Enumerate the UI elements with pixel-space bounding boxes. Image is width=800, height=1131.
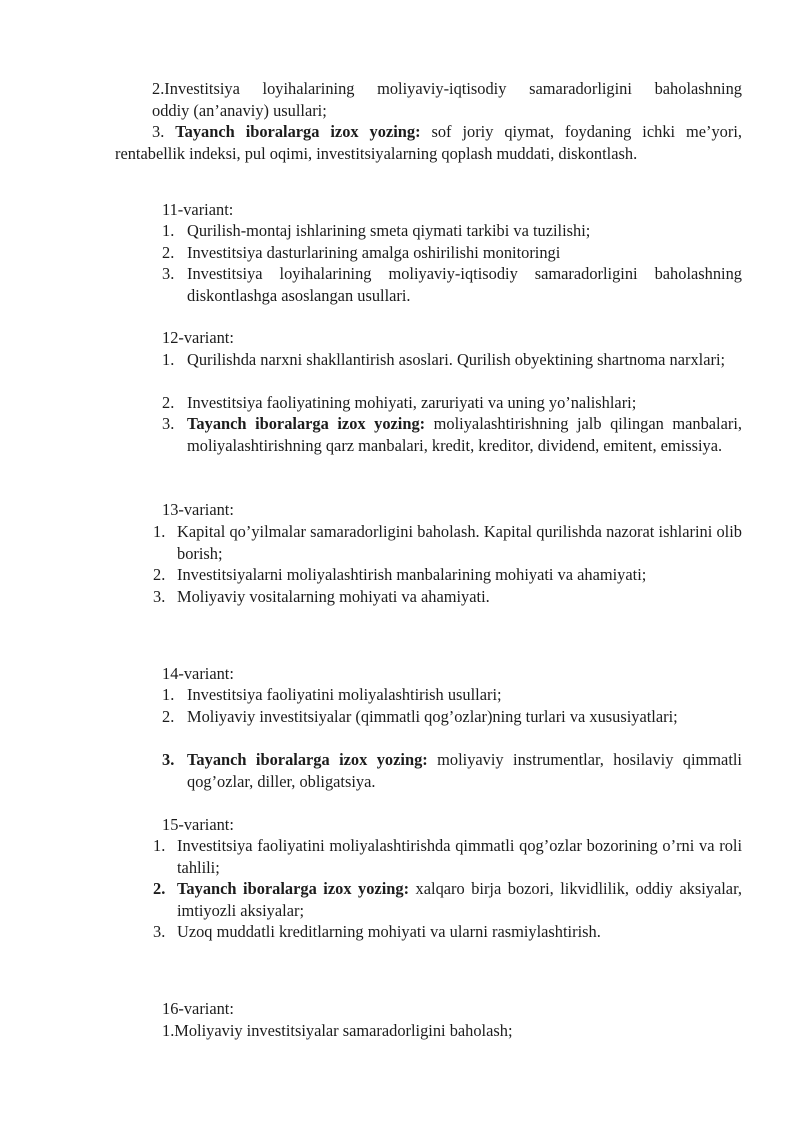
variant-11-item-2-number: 2. xyxy=(162,243,175,262)
variant-15-item-1: Investitsiya faoliyatini moliyalashtirishda qimmatli qog’ozlar bozorining o’rni va roli tahlili; xyxy=(177,836,742,877)
variant-12-heading: 12-variant: xyxy=(162,328,234,347)
variant-13-item-2: Investitsiyalarni moliyalashtirish manbalarining mohiyati va ahamiyati; xyxy=(177,565,647,584)
variant-13-item-3: Moliyaviy vositalarning mohiyati va ahamiyati. xyxy=(177,587,490,606)
variant-12-item-1: Qurilishda narxni shakllantirish asoslari. Qurilish obyektining shartnoma narxlari; xyxy=(187,350,726,369)
variant-13-item-2-number: 2. xyxy=(153,565,166,584)
variant-15-heading: 15-variant: xyxy=(162,815,234,834)
variant-14-item-2: Moliyaviy investitsiyalar (qimmatli qog’ozlar)ning turlari va xususiyatlari; xyxy=(187,707,678,726)
intro-paragraph-2-line-1: 2.Investitsiya loyihalarining moliyaviy-iqtisodiy samaradorligini baholashning xyxy=(152,79,742,98)
variant-15-item-2-number: 2. xyxy=(153,879,166,898)
variant-14-item-3 xyxy=(187,749,742,792)
variant-12-item-3-text: moliyalashtirishning jalb qilingan manbalari, moliyalashtirishning qarz manbalari, kredit, kreditor, dividend, emitent, emissiya. xyxy=(187,414,742,455)
variant-11-item-1: Qurilish-montaj ishlarining smeta qiymati tarkibi va tuzilishi; xyxy=(187,221,591,240)
variant-15-item-2-text: xalqaro birja bozori, likvidlilik, oddiy aksiyalar, imtiyozli aksiyalar; xyxy=(177,879,742,920)
variant-15-item-1-number: 1. xyxy=(153,836,166,855)
variant-16-heading: 16-variant: xyxy=(162,999,234,1018)
variant-14-item-2-number: 2. xyxy=(162,707,175,726)
variant-12-item-2: Investitsiya faoliyatining mohiyati, zaruriyati va uning yo’nalishlari; xyxy=(187,393,637,412)
variant-16-item-1: 1.Moliyaviy investitsiyalar samaradorligini baholash; xyxy=(162,1021,513,1040)
variant-13-item-1-number: 1. xyxy=(153,522,166,541)
variant-14-item-3-text: moliyaviy instrumentlar, hosilaviy qimmatli qog’ozlar, diller, obligatsiya. xyxy=(187,750,742,791)
variant-11-heading: 11-variant: xyxy=(162,200,234,219)
variant-13-heading: 13-variant: xyxy=(162,500,234,519)
variant-14-item-1: Investitsiya faoliyatini moliyalashtirish usullari; xyxy=(187,685,502,704)
variant-13-item-3-number: 3. xyxy=(153,587,166,606)
intro-paragraph-3 xyxy=(115,121,742,164)
variant-11-item-3-number: 3. xyxy=(162,264,175,283)
variant-11-item-3: Investitsiya loyihalarining moliyaviy-iqtisodiy samaradorligini baholashning diskontlashga asoslangan usullari. xyxy=(187,264,742,305)
variant-15-item-3: Uzoq muddatli kreditlarning mohiyati va ularni rasmiylashtirish. xyxy=(177,922,601,941)
variant-12-keyterms-label: Tayanch iboralarga izox yozing: xyxy=(187,414,426,433)
variant-14-heading: 14-variant: xyxy=(162,664,234,683)
variant-13-item-1: Kapital qo’yilmalar samaradorligini baholash. Kapital qurilishda nazorat ishlarini olib borish; xyxy=(177,522,742,563)
variant-12-item-1-number: 1. xyxy=(162,350,175,369)
variant-11-item-1-number: 1. xyxy=(162,221,175,240)
variant-14-item-1-number: 1. xyxy=(162,685,175,704)
variant-14-keyterms-label: Tayanch iboralarga izox yozing: xyxy=(187,750,428,769)
variant-14-item-3-number: 3. xyxy=(162,750,175,769)
variant-12-item-2-number: 2. xyxy=(162,393,175,412)
variant-15-item-3-number: 3. xyxy=(153,922,166,941)
intro-paragraph-3-number: 3. xyxy=(152,122,176,141)
intro-paragraph-2-line-2: oddiy (an’anaviy) usullari; xyxy=(152,101,327,120)
intro-paragraph-3-keyterms-label: Tayanch iboralarga izox yozing: xyxy=(175,122,421,141)
variant-12-item-3 xyxy=(187,413,742,456)
variant-12-item-3-number: 3. xyxy=(162,414,175,433)
variant-11-item-2: Investitsiya dasturlarining amalga oshirilishi monitoringi xyxy=(187,243,561,262)
variant-15-keyterms-label: Tayanch iboralarga izox yozing: xyxy=(177,879,410,898)
variant-15-item-2 xyxy=(177,878,742,921)
intro-paragraph-3-text: sof joriy qiymat, foydaning ichki me’yori, rentabellik indeksi, pul oqimi, investitsiyalarning qoplash muddati, diskontlash. xyxy=(115,122,742,163)
